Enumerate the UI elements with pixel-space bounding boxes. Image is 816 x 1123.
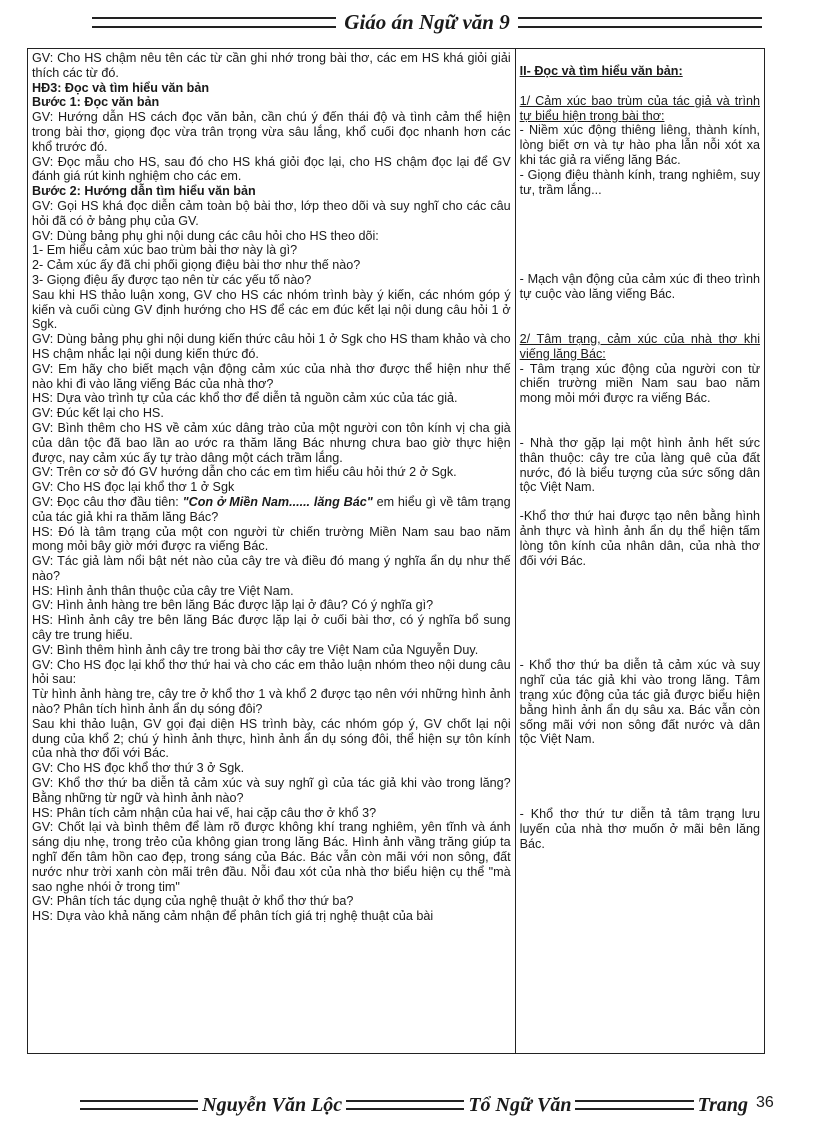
activity-text: 2- Cảm xúc ấy đã chi phối giọng điệu bài thơ như thế nào? (32, 258, 361, 273)
activity-line (32, 495, 511, 525)
point-2e: - Khổ thơ thứ tư diễn tả tâm trạng lưu luyến của nhà thơ muốn ở mãi bên lăng Bác. (519, 807, 760, 851)
footer-page-word: Trang (697, 1093, 749, 1116)
activity-line (32, 184, 511, 199)
activity-text: GV: Cho HS chậm nêu tên các từ cần ghi nhớ trong bài thơ, các em HS khá giỏi giải thích các từ đó. (32, 51, 511, 80)
activity-text: Sau khi HS thảo luận xong, GV cho HS các nhóm trình bày ý kiến, các nhóm góp ý kiến và cuối cùng GV định hướng cho HS để các em đúc kết lại nội dung câu hỏi 1 ở Sgk. (32, 287, 511, 332)
activity-line (32, 613, 511, 643)
footer-rule-3 (575, 1100, 693, 1110)
poem-quote: "Con ở Miền Nam...... lăng Bác" (182, 494, 373, 509)
activity-text: GV: Em hãy cho biết mạch vận động cảm xúc của nhà thơ được thể hiện như thế nào khi đi vào lăng viếng Bác của nhà thơ? (32, 361, 511, 391)
activity-text: HS: Hình ảnh cây tre bên lăng Bác được lặp lại ở cuối bài thơ, có ý nghĩa bổ sung cây tre trung hiếu. (32, 613, 511, 643)
activity-line (32, 243, 511, 258)
activity-text: GV: Dùng bảng phụ ghi nội dung các câu hỏi cho HS theo dõi: (32, 228, 379, 243)
activity-line (32, 391, 511, 406)
activity-line (32, 421, 511, 465)
activity-line (32, 332, 511, 362)
activity-text: Bước 2: Hướng dẫn tìm hiểu văn bản (32, 184, 256, 199)
activity-text: HS: Dựa vào khả năng cảm nhận để phân tích giá trị nghệ thuật của bài (32, 909, 434, 924)
activity-line (32, 761, 511, 776)
teaching-activities-column (28, 49, 516, 1054)
header-rule-right (518, 17, 762, 28)
footer-group: Tổ Ngữ Văn (468, 1093, 572, 1116)
activity-text: 3- Giọng điệu ấy được tạo nên từ các yếu tố nào? (32, 272, 312, 287)
activity-line (32, 258, 511, 273)
activity-line (32, 909, 511, 924)
footer-author: Nguyễn Văn Lộc (202, 1093, 343, 1116)
activity-text: em hiểu gì về tâm trạng của tác giả khi ra thăm lăng Bác? (32, 494, 511, 524)
lesson-table (27, 48, 765, 1054)
page-number: 36 (756, 1094, 774, 1111)
point-2a: - Tâm trạng xúc động của người con từ chiến trường miền Nam sau bao năm mong mỏi mới được ra viếng Bác. (519, 361, 760, 406)
activity-text: GV: Gọi HS khá đọc diễn cảm toàn bộ bài thơ, lớp theo dõi và suy nghĩ cho các câu hỏi đã có ở bảng phụ của GV. (32, 198, 511, 228)
activity-text: Sau khi thảo luận, GV gọi đại diện HS trình bày, các nhóm góp ý, GV chốt lại nội dung của khổ 2; chú ý hình ảnh thực, hình ảnh ẩn dụ sóng đôi, thể hiện sự tôn kính của nhà thơ đối với Bác. (32, 716, 511, 761)
activity-line (32, 776, 511, 806)
point-1-heading: 1/ Cảm xúc bao trùm của tác giả và trình tự biểu hiện trong bài thơ: (519, 93, 760, 123)
point-2b: - Nhà thơ gặp lại một hình ảnh hết sức thân thuộc: cây tre của làng quê của đất nước, đó là biểu tượng của sức sống dân tộc Việt Nam. (519, 435, 760, 495)
activity-text: HĐ3: Đọc và tìm hiểu văn bản (32, 80, 210, 95)
activity-text: HS: Dựa vào trình tự của các khổ thơ để diễn tả nguồn cảm xúc của tác giả. (32, 391, 458, 406)
activity-text: GV: Cho HS đọc khổ thơ thứ 3 ở Sgk. (32, 761, 245, 776)
activity-text: GV: Đúc kết lại cho HS. (32, 406, 164, 421)
activity-text: HS: Đó là tâm trạng của một con người từ chiến trường Miền Nam sau bao năm mong mỏi bây giờ mới được ra viếng Bác. (32, 524, 511, 554)
activity-line (32, 95, 511, 110)
activity-line (32, 199, 511, 229)
activity-line (32, 110, 511, 154)
activity-text: GV: Cho HS đọc lại khổ thơ 1 ở Sgk (32, 480, 235, 495)
activity-line (32, 525, 511, 555)
point-1b: - Giọng điệu thành kính, trang nghiêm, suy tư, trầm lắng... (519, 167, 760, 197)
activity-line (32, 288, 511, 332)
activity-line (32, 894, 511, 909)
point-2d: - Khổ thơ thứ ba diễn tả cảm xúc và suy nghĩ của tác giả khi vào trong lăng. Tâm trạng xúc động của tác giả được biểu hiện bằng hình ảnh ẩn dụ sâu xa. Bác vẫn còn sống mãi với non sông đất nước và dân tộc Việt Nam. (519, 658, 760, 747)
section-title: II- Đọc và tìm hiểu văn bản: (519, 64, 683, 78)
footer-rule-2 (346, 1100, 464, 1110)
activity-line (32, 658, 511, 688)
activity-line (32, 51, 511, 81)
activity-line (32, 81, 511, 96)
activity-text: HS: Phân tích cảm nhận của hai vế, hai cặp câu thơ ở khổ 3? (32, 805, 377, 820)
activity-line (32, 273, 511, 288)
header-title: Giáo án Ngữ văn 9 (344, 9, 510, 34)
activity-line (32, 598, 511, 613)
activity-line (32, 643, 511, 658)
activity-text: HS: Hình ảnh thân thuộc của cây tre Việt Nam. (32, 583, 294, 598)
activity-text: GV: Dùng bảng phụ ghi nội dung kiến thức câu hỏi 1 ở Sgk cho HS tham khảo và cho HS chậm nhắc lại nội dung kiến thức đó. (32, 332, 511, 361)
activity-line (32, 717, 511, 761)
activity-text: GV: Bình thêm cho HS về cảm xúc dâng trào của một người con tôn kính vị cha già của dân tộc đã bao lần ao ước ra thăm lăng Bác nhưng chưa bao giờ thực hiện được, nay cảm xúc ấy tự trào dâng một cách trầm lắng. (32, 420, 511, 465)
activity-text: GV: Đọc mẫu cho HS, sau đó cho HS khá giỏi đọc lại, cho HS chậm đọc lại để GV đánh giá rút kinh nghiệm cho các em. (32, 154, 511, 184)
activity-text: GV: Hướng dẫn HS cách đọc văn bản, cần chú ý đến thái độ và tình cảm thể hiện trong bài thơ, giọng đọc vừa trân trọng vừa sâu lắng, khổ cuối đọc nhanh hơn các khổ trước đó. (32, 110, 511, 154)
point-2-heading: 2/ Tâm trạng, cảm xúc của nhà thơ khi viếng lăng Bác: (519, 331, 760, 361)
point-2c: -Khổ thơ thứ hai được tạo nên bằng hình ảnh thực và hình ảnh ẩn dụ thể hiện tấm lòng tôn kính của nhân dân, của nhà thơ đối với Bác. (519, 509, 760, 568)
activity-text: GV: Cho HS đọc lại khổ thơ thứ hai và cho các em thảo luận nhóm theo nội dung câu hỏi sau: (32, 657, 511, 687)
activity-line (32, 480, 511, 495)
activity-line (32, 687, 511, 717)
activity-text: GV: Chốt lại và bình thêm để làm rõ được không khí trang nghiêm, yên tĩnh và ánh sáng dịu nhẹ, trong trẻo của không gian trong lăng Bác. Hình ảnh vầng trăng giúp ta nghĩ đến tâm hồn cao đẹp, trong sáng của Bác. Bác vẫn còn mãi với non sông, đất nước như trời xanh còn mãi trên đầu. Nỗi đau xót của nhà thơ biểu hiện cụ thể "mà sao nghe nhói ở trong tim" (32, 820, 511, 894)
point-1c: - Mạch vận động của cảm xúc đi theo trình tự cuộc vào lăng viếng Bác. (519, 272, 760, 302)
activity-text: GV: Khổ thơ thứ ba diễn tả cảm xúc và suy nghĩ gì của tác giả khi vào trong lăng? Bằng những từ ngữ và hình ảnh nào? (32, 776, 511, 805)
activity-text: GV: Đọc câu thơ đầu tiên: (32, 494, 183, 509)
activity-line (32, 406, 511, 421)
activity-text: GV: Bình thêm hình ảnh cây tre trong bài thơ cây tre Việt Nam của Nguyễn Duy. (32, 642, 479, 657)
activity-text: GV: Trên cơ sở đó GV hướng dẫn cho các em tìm hiểu câu hỏi thứ 2 ở Sgk. (32, 465, 457, 480)
activity-text: GV: Hình ảnh hàng tre bên lăng Bác được lặp lại ở đâu? Có ý nghĩa gì? (32, 598, 434, 613)
activity-text: Từ hình ảnh hàng tre, cây tre ở khổ thơ 1 và khổ 2 được tạo nên với những hình ảnh nào? Phân tích hình ảnh ẩn dụ sóng đôi? (32, 687, 511, 717)
activity-line (32, 584, 511, 599)
activity-line (32, 820, 511, 894)
knowledge-column (515, 49, 764, 1054)
activity-line (32, 806, 511, 821)
page-header (92, 8, 762, 36)
activity-text: GV: Tác giả làm nổi bật nét nào của cây tre và điều đó mang ý nghĩa ẩn dụ như thế nào? (32, 554, 511, 583)
activity-line (32, 554, 511, 584)
activity-line (32, 362, 511, 392)
point-1a: - Niềm xúc động thiêng liêng, thành kính, lòng biết ơn và tự hào pha lẫn nỗi xót xa khi tác giả ra viếng lăng Bác. (519, 123, 760, 167)
header-rule-left (92, 17, 336, 28)
activity-text: Bước 1: Đọc văn bản (32, 95, 160, 110)
page-footer (80, 1090, 752, 1120)
activity-line (32, 229, 511, 244)
activity-line (32, 465, 511, 480)
activity-line (32, 155, 511, 185)
activity-text: GV: Phân tích tác dụng của nghệ thuật ở khổ thơ thứ ba? (32, 894, 354, 909)
footer-rule-1 (80, 1100, 198, 1110)
activity-text: 1- Em hiểu cảm xúc bao trùm bài thơ này là gì? (32, 243, 298, 258)
